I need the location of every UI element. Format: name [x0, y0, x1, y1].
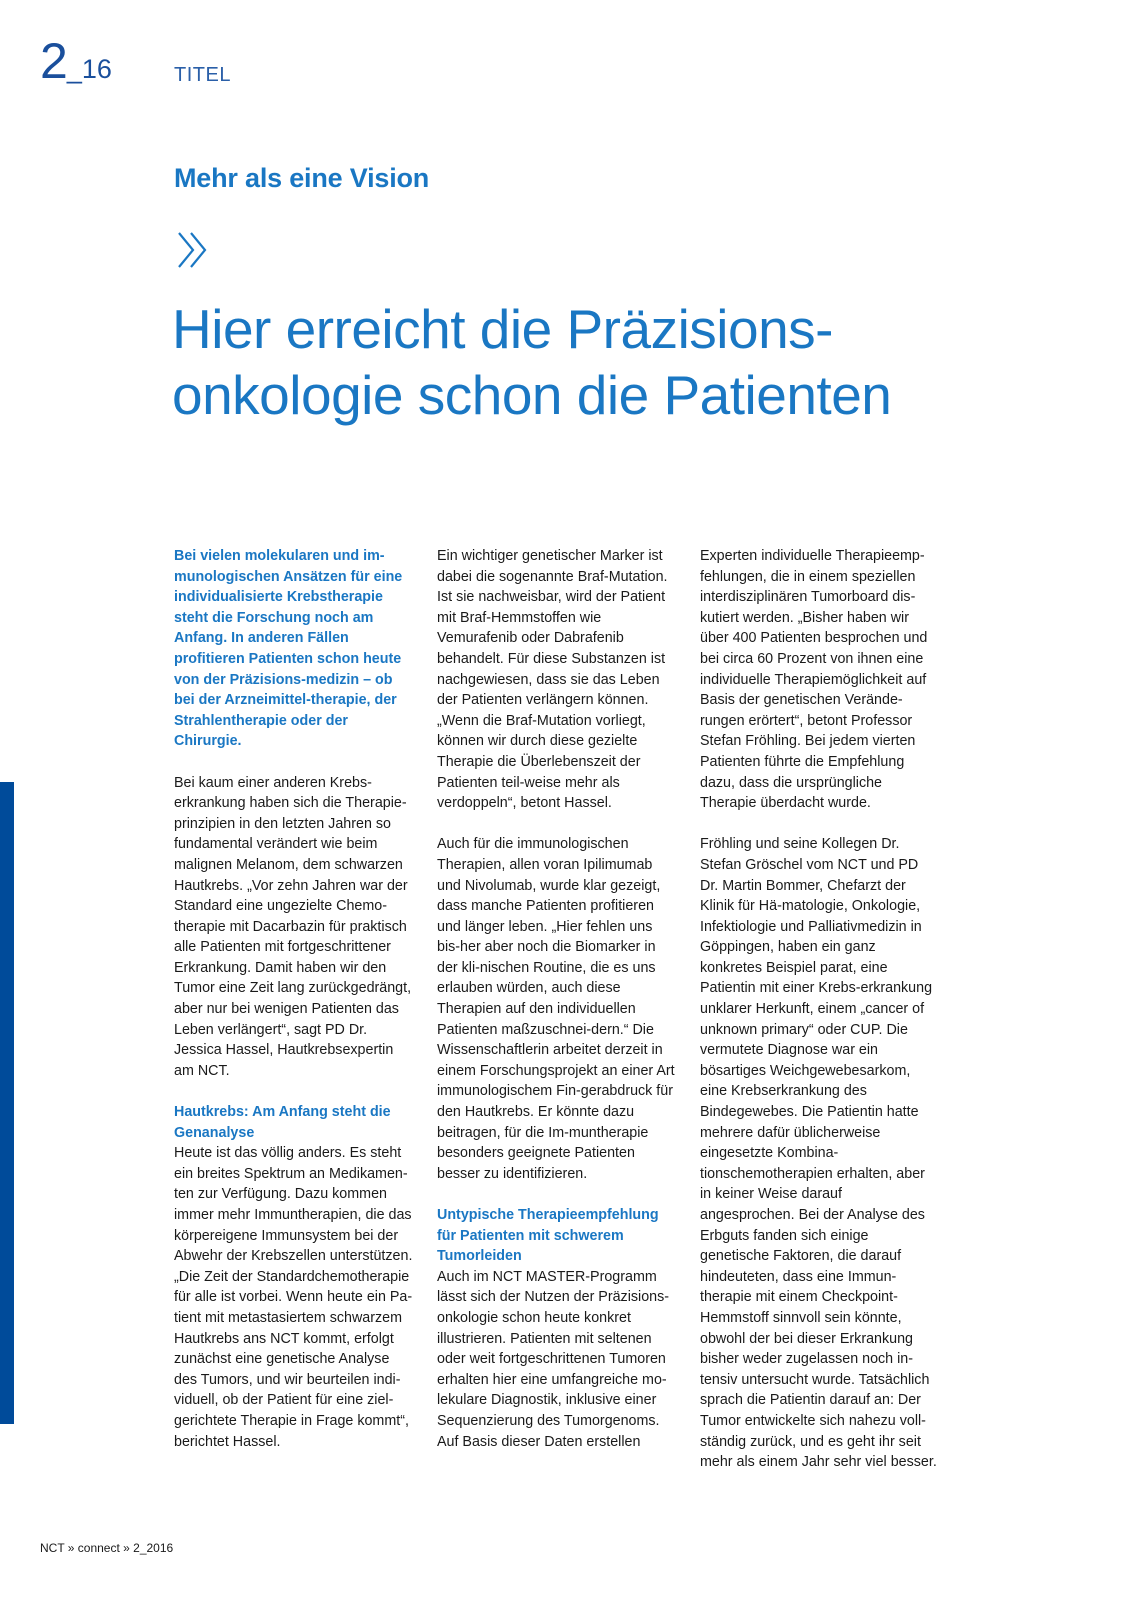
article-headline	[172, 296, 1072, 428]
lead-paragraph: Bei vielen molekularen und im-munologischen Ansätzen für eine individualisierte Krebstherapie steht die Forschung noch am Anfang. In anderen Fällen profitieren Patienten schon heute von der Präzisions-medizin – ob bei der Arzneimittel-therapie, der Strahlentherapie oder der Chirurgie.	[174, 548, 403, 750]
headline-line-1: Hier erreicht die Präzisions-	[172, 298, 833, 360]
body-paragraph: Fröhling und seine Kollegen Dr. Stefan Gröschel vom NCT und PD Dr. Martin Bommer, Chefarzt der Klinik für Hä-matologie, Onkologie, Infektiologie und Palliativmedizin in Göppingen, haben ein ganz konkretes Beispiel parat, eine Patientin mit einer Krebs-erkrankung unklarer Herkunft, einem „cancer of unknown primary“ oder CUP. Die vermutete Diagnose war ein bösartiges Weichgewebesarkom, eine Krebserkrankung des Bindegewebes. Die Patientin hatte mehrere dafür üblicherweise eingesetzte Kombina-tionschemotherapien erhalten, aber in keiner Weise darauf angesprochen. Bei der Analyse des Erbguts fanden sich einige genetische Faktoren, die darauf hindeuteten, dass eine Immun-therapie mit einem Checkpoint-Hemmstoff sinnvoll sein könnte, obwohl der bei dieser Erkrankung bisher weder zugelassen noch in-tensiv untersucht wurde. Tatsächlich sprach die Patientin darauf an: Der Tumor entwickelte sich nahezu voll-ständig zurück, und es geht ihr seit mehr als einem Jahr sehr viel besser.	[700, 836, 937, 1471]
double-chevron-right-icon	[176, 230, 210, 270]
body-paragraph: Experten individuelle Therapieemp-fehlungen, die in einem speziellen interdisziplinären Tumorboard dis-kutiert werden. „Bisher haben wir über 400 Patienten besprochen und bei circa 60 Prozent von ihnen eine individuelle Therapiemöglichkeit auf Basis der genetischen Verände-rungen erörtert“, betont Professor Stefan Fröhling. Bei jedem vierten Patienten führte die Empfehlung dazu, dass die ursprüngliche Therapie überdacht wurde.	[700, 548, 928, 812]
text-column-2	[437, 546, 677, 1473]
body-paragraph: Heute ist das völlig anders. Es steht ein breites Spektrum an Medikamen-ten zur Verfügung. Dazu kommen immer mehr Immuntherapien, die das körpereigene Immunsystem bei der Abwehr der Krebszellen unterstützen. „Die Zeit der Standardchemotherapie für alle ist vorbei. Wenn heute ein Pa-tient mit metastasiertem schwarzem Hautkrebs ans NCT kommt, erfolgt zunächst eine genetische Analyse des Tumors, und wir beurteilen indi-viduell, ob der Patient für eine ziel-gerichtete Therapie in Frage kommt“, berichtet Hassel.	[174, 1145, 413, 1450]
body-paragraph: Ein wichtiger genetischer Marker ist dabei die sogenannte Braf-Mutation. Ist sie nachweisbar, wird der Patient mit Braf-Hemmstoffen wie Vemurafenib oder Dabrafenib behandelt. Für diese Substanzen ist nachgewiesen, dass sie das Leben der Patienten verlängern können. „Wenn die Braf-Mutation vorliegt, können wir durch diese gezielte Therapie die Überlebenszeit der Patienten teil-weise mehr als verdoppeln“, betont Hassel.	[437, 548, 668, 812]
issue-number-large: 2	[40, 33, 67, 89]
issue-number	[40, 33, 112, 89]
subheading-hautkrebs: Hautkrebs: Am Anfang steht die Genanalyse	[174, 1104, 391, 1141]
section-label: TITEL	[174, 64, 231, 86]
text-column-1	[174, 546, 414, 1473]
text-column-3	[700, 546, 940, 1493]
body-paragraph: Auch für die immunologischen Therapien, allen voran Ipilimumab und Nivolumab, wurde klar gezeigt, dass manche Patienten profitieren und länger leben. „Hier fehlen uns bis-her aber noch die Biomarker in der kli-nischen Routine, die es uns erlauben würden, auch diese Therapien auf den individuellen Patienten maßzuschnei-dern.“ Die Wissenschaftlerin arbeitet derzeit in einem Forschungsprojekt an einer Art immunologischem Fin-gerabdruck für den Hautkrebs. Er könnte dazu beitragen, für die Im-muntherapie besonders geeignete Patienten besser zu identifizieren.	[437, 836, 675, 1182]
headline-line-2: onkologie schon die Patienten	[172, 364, 892, 426]
issue-page-number: _16	[66, 54, 112, 84]
body-paragraph: Bei kaum einer anderen Krebs-erkrankung haben sich die Therapie-prinzipien in den letzten Jahren so fundamental verändert wie beim malignen Melanom, dem schwarzen Hautkrebs. „Vor zehn Jahren war der Standard eine ungezielte Chemo-therapie mit Dacarbazin für praktisch alle Patienten mit fortgeschrittener Erkrankung. Damit haben wir den Tumor eine Zeit lang zurückgedrängt, aber nur bei wenigen Patienten das Leben verlängert“, sagt PD Dr. Jessica Hassel, Hautkrebsexpertin am NCT.	[174, 774, 412, 1079]
article-kicker: Mehr als eine Vision	[174, 163, 430, 193]
body-paragraph: Auch im NCT MASTER-Programm lässt sich der Nutzen der Präzisions-onkologie schon heute konkret illustrieren. Patienten mit seltenen oder weit fortgeschrittenen Tumoren erhalten hier eine umfangreiche mo-lekulare Diagnostik, inklusive einer Sequenzierung des Tumorgenoms. Auf Basis dieser Daten erstellen	[437, 1268, 670, 1450]
subheading-therapieempfehlung: Untypische Therapieempfehlung für Patienten mit schwerem Tumorleiden	[437, 1207, 659, 1265]
page-footer: NCT » connect » 2_2016	[40, 1541, 174, 1555]
side-accent-bar	[0, 782, 14, 1424]
